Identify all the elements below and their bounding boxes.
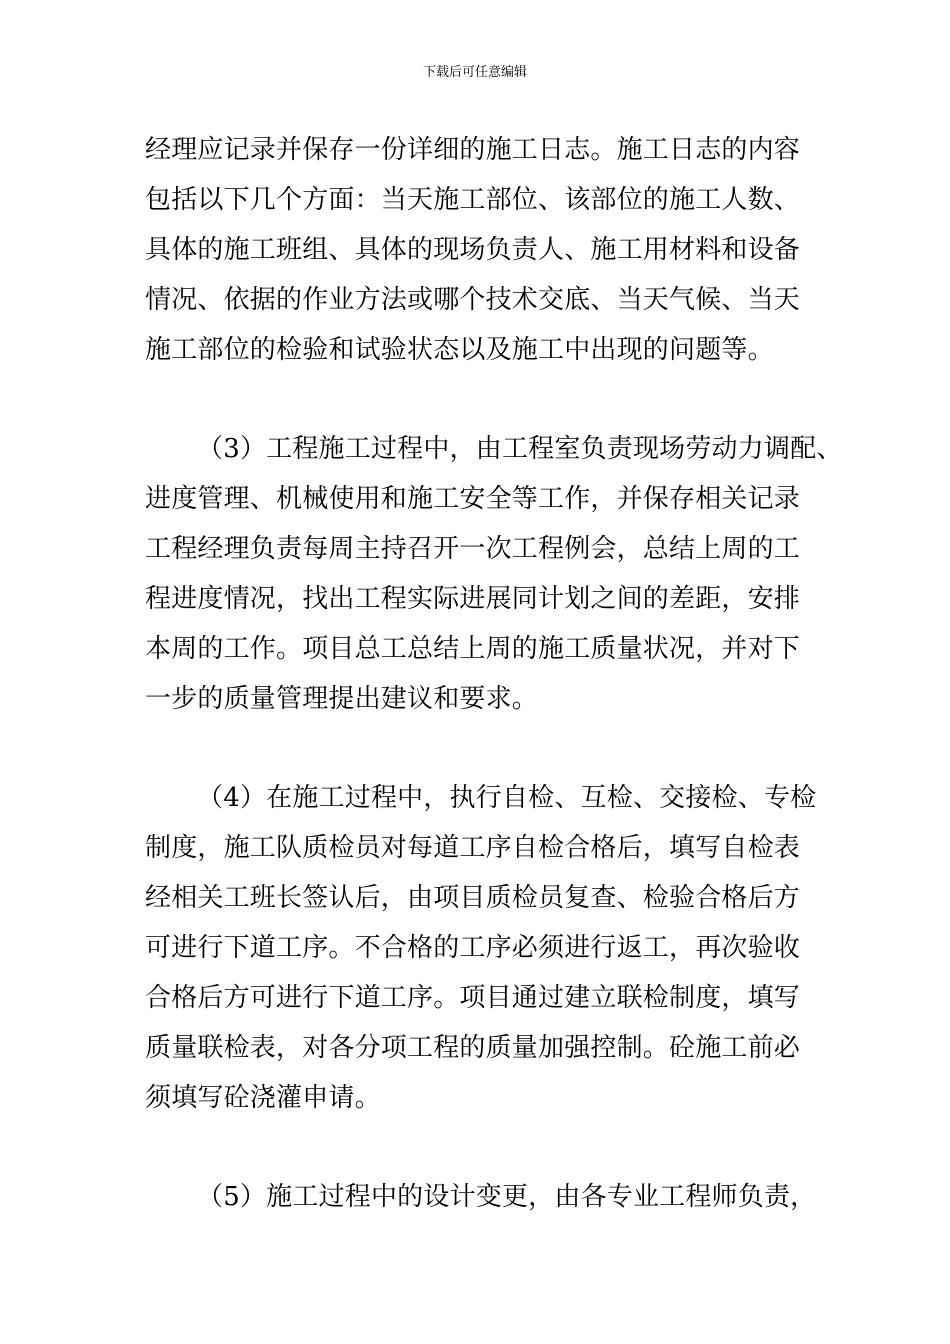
text-line: 须填写砼浇灌申请。 [145, 1083, 381, 1113]
text-line: 可进行下道工序。不合格的工序必须进行返工，再次验收 [145, 933, 801, 963]
text-line: 制度，施工队质检员对每道工序自检合格后，填写自检表 [145, 833, 801, 863]
text-line: 经理应记录并保存一份详细的施工日志。施工日志的内容 [145, 135, 801, 165]
paragraph-3-first-line: （3）工程施工过程中，由工程室负责现场劳动力调配、 [197, 434, 843, 464]
page-header: 下载后可任意编辑 [422, 65, 527, 80]
text-line: 施工部位的检验和试验状态以及施工中出现的问题等。 [145, 335, 774, 365]
text-line: 进度管理、机械使用和施工安全等工作，并保存相关记录 [145, 484, 801, 514]
text-line: 经相关工班长签认后，由项目质检员复查、检验合格后方 [145, 883, 801, 913]
text-line: 工程经理负责每周主持召开一次工程例会，总结上周的工 [145, 534, 801, 564]
text-line: 情况、依据的作业方法或哪个技术交底、当天气候、当天 [145, 285, 801, 315]
text-line: 一步的质量管理提出建议和要求。 [145, 684, 539, 714]
text-line: 程进度情况，找出工程实际进展同计划之间的差距，安排 [145, 584, 801, 614]
paragraph-5-first-line: （5）施工过程中的设计变更，由各专业工程师负责， [197, 1182, 817, 1212]
text-line: 包括以下几个方面：当天施工部位、该部位的施工人数、 [145, 185, 801, 215]
text-line: 合格后方可进行下道工序。项目通过建立联检制度，填写 [145, 983, 801, 1013]
text-line: 质量联检表，对各分项工程的质量加强控制。砼施工前必 [145, 1033, 801, 1063]
text-line: 本周的工作。项目总工总结上周的施工质量状况，并对下 [145, 634, 801, 664]
text-line: 具体的施工班组、具体的现场负责人、施工用材料和设备 [145, 235, 801, 265]
paragraph-4-first-line: （4）在施工过程中，执行自检、互检、交接检、专检 [197, 783, 817, 813]
